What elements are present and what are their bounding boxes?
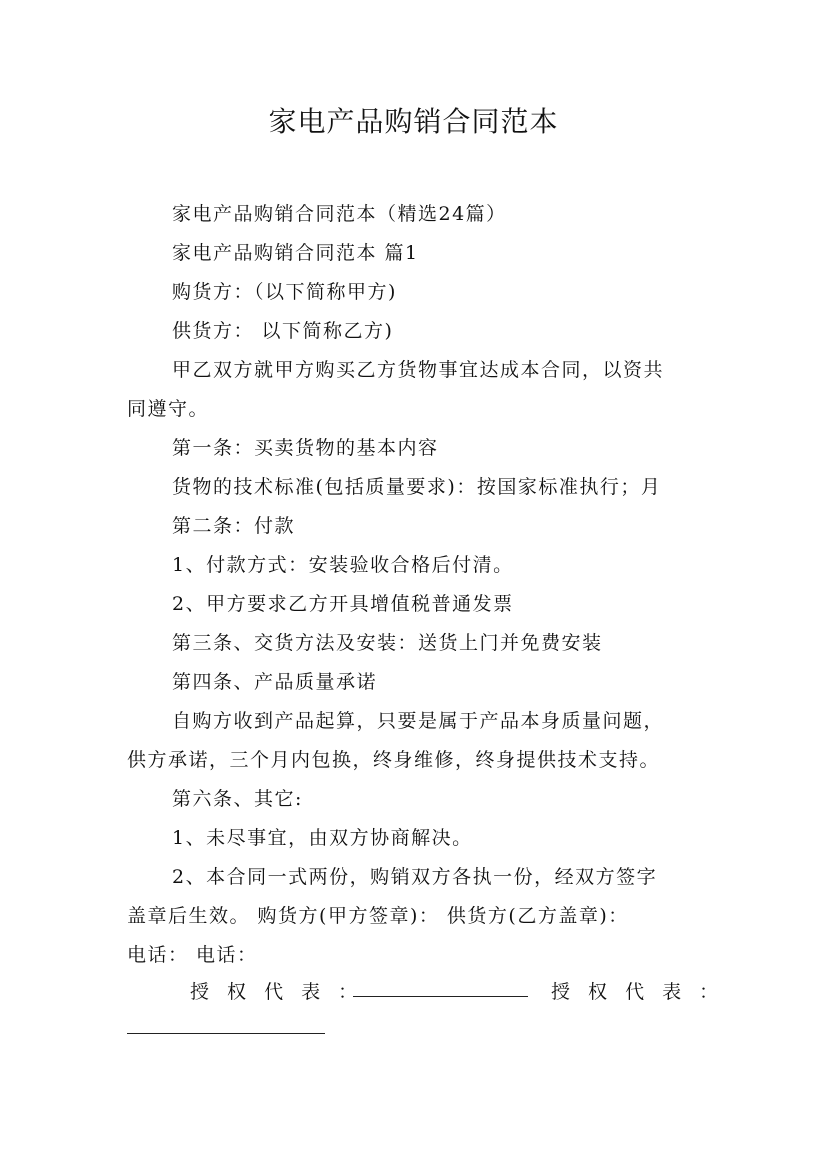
signature-label: 授 权 代 表 ： xyxy=(190,981,364,1003)
buyer-line: 购货方：（以下简称甲方) xyxy=(172,281,397,303)
section-heading: 家电产品购销合同范本 篇1 xyxy=(172,242,419,264)
paragraph-line: 2、本合同一式两份，购销双方各执一份，经双方签字 xyxy=(172,866,658,888)
document-title: 家电产品购销合同范本 xyxy=(268,105,559,138)
supplier-line: 供货方： 以下简称乙方) xyxy=(172,320,394,342)
paragraph-line: 盖章后生效。 购货方(甲方签章)： 供货方(乙方盖章)： xyxy=(127,905,629,927)
paragraph-line: 1、未尽事宜，由双方协商解决。 xyxy=(172,827,473,849)
clause-heading: 第二条：付款 xyxy=(172,515,296,537)
signature-blank xyxy=(353,996,528,997)
paragraph-line: 供方承诺，三个月内包换，终身维修，终身提供技术支持。 xyxy=(127,749,661,771)
paragraph-line: 甲乙双方就甲方购买乙方货物事宜达成本合同，以资共 xyxy=(172,359,665,381)
paragraph-line: 自购方收到产品起算，只要是属于产品本身质量问题， xyxy=(172,710,665,732)
clause-heading: 第四条、产品质量承诺 xyxy=(172,671,378,693)
phone-line: 电话： 电话： xyxy=(127,944,258,966)
clause-heading: 第六条、其它: xyxy=(172,788,303,810)
signature-label: 授 权 代 表 ： xyxy=(551,981,725,1003)
paragraph-line: 同遵守。 xyxy=(127,398,210,420)
paragraph-line: 货物的技术标准(包括质量要求)：按国家标准执行；月 xyxy=(172,476,662,498)
clause-heading: 第三条、交货方法及安装：送货上门并免费安装 xyxy=(172,632,603,654)
subtitle-line: 家电产品购销合同范本（精选24篇） xyxy=(172,203,507,225)
paragraph-line: 2、甲方要求乙方开具增值税普通发票 xyxy=(172,593,514,615)
signature-blank xyxy=(127,1033,325,1034)
paragraph-line: 1、付款方式：安装验收合格后付清。 xyxy=(172,554,514,576)
clause-heading: 第一条：买卖货物的基本内容 xyxy=(172,437,439,459)
